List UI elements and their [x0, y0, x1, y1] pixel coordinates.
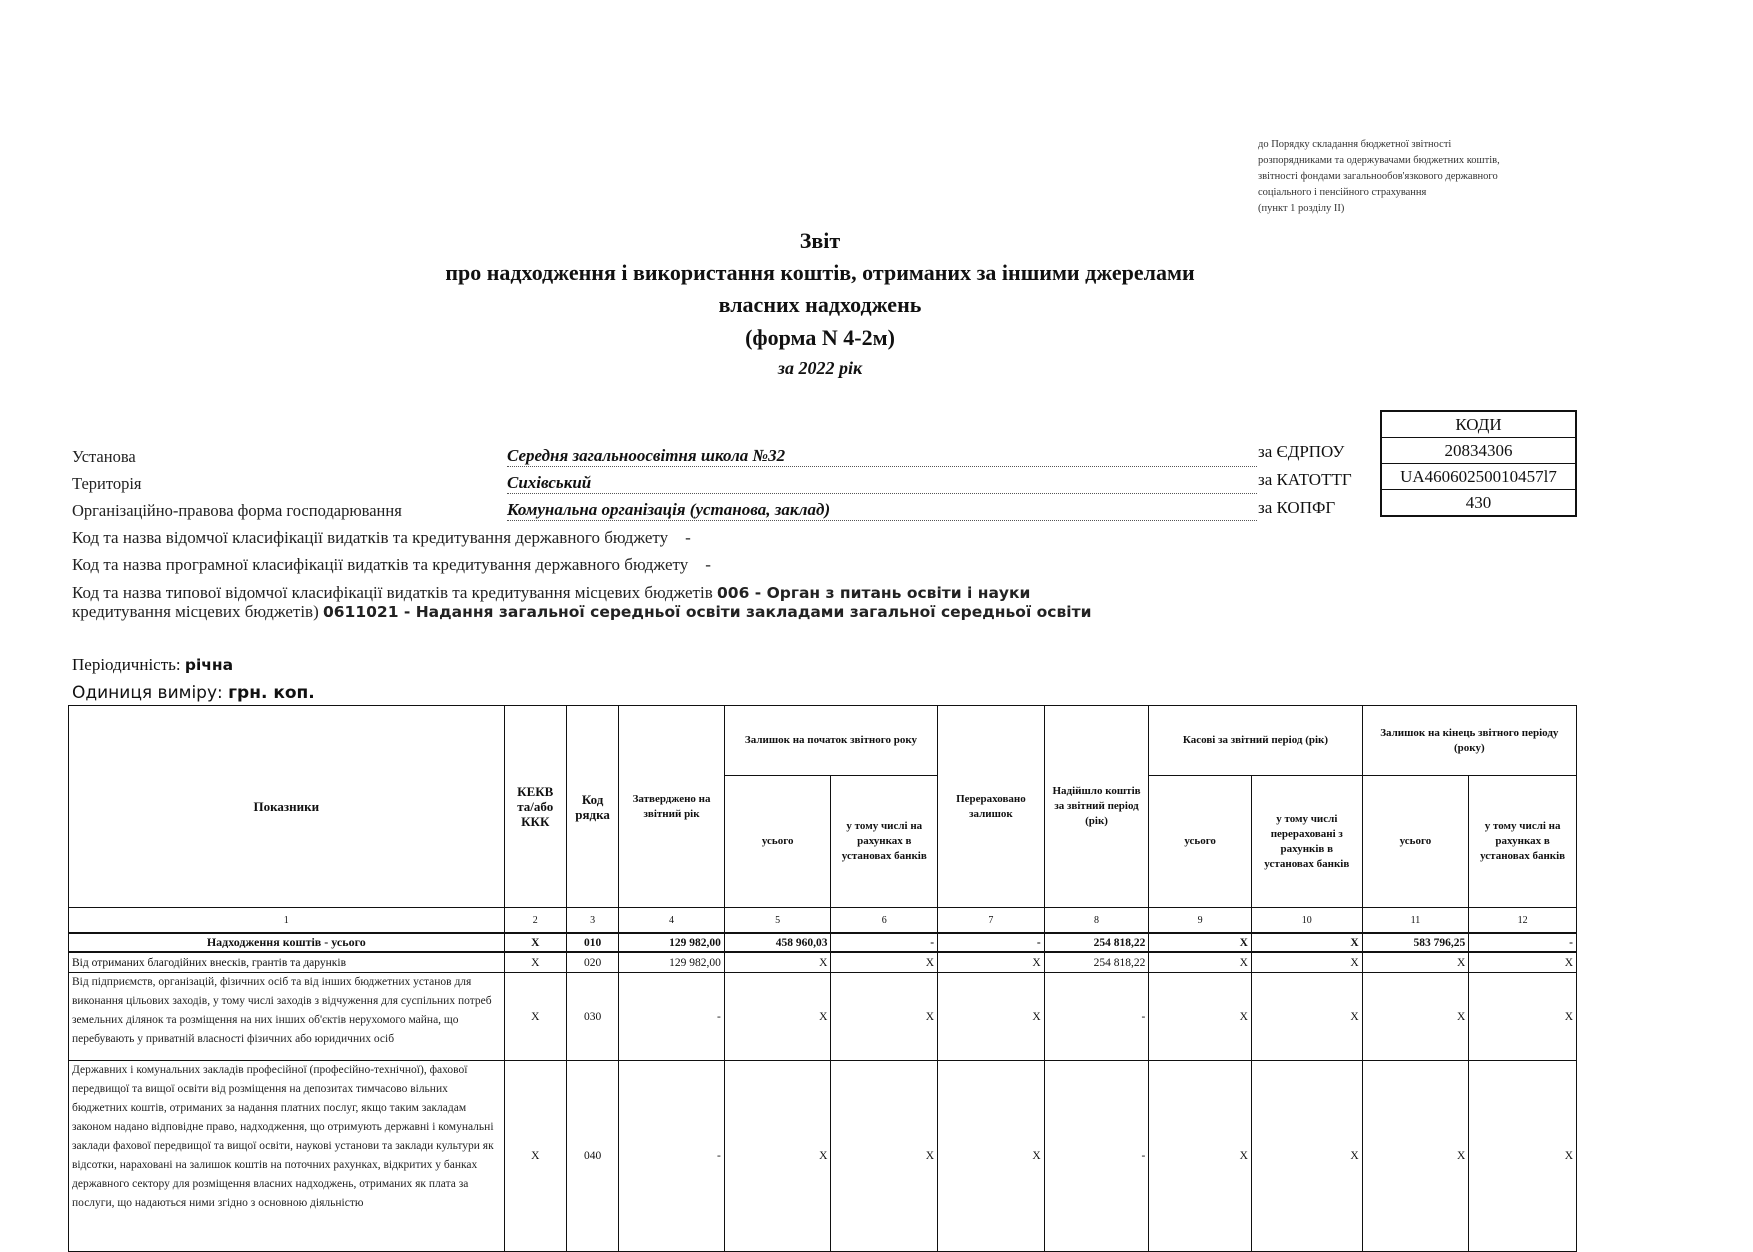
unit-line — [72, 683, 315, 703]
row-approved: - — [619, 973, 725, 1061]
col-num: 4 — [619, 908, 725, 934]
territory-value: Сихівський — [507, 473, 1257, 494]
row-transferred: X — [938, 1061, 1045, 1252]
col-num: 12 — [1469, 908, 1577, 934]
code-label-kopfg: за КОПФГ — [1258, 498, 1336, 517]
table-row-040 — [69, 1061, 1577, 1252]
code-value-katottg: UA46060250010457l7 — [1381, 464, 1576, 490]
row-start-total: 458 960,03 — [724, 933, 831, 952]
row-start-total: X — [724, 1061, 831, 1252]
institution-label: Установа — [72, 447, 136, 466]
note-line: звітності фондами загальнообов'язкового державного — [1258, 171, 1498, 182]
row-start-banks: X — [831, 973, 938, 1061]
report-table — [68, 705, 1577, 1252]
note-line: до Порядку складання бюджетної звітності — [1258, 139, 1452, 150]
header-balance-start: Залишок на початок звітного року — [724, 706, 937, 776]
row-approved: 129 982,00 — [619, 933, 725, 952]
row-cash-banks: X — [1251, 933, 1362, 952]
row-end-total: X — [1362, 952, 1469, 973]
header-transferred: Перераховано залишок — [938, 706, 1045, 908]
unit-value: грн. коп. — [228, 683, 315, 703]
codes-header: КОДИ — [1381, 411, 1576, 438]
header-balance-end-banks: у тому числі на рахунках в установах банків — [1469, 776, 1577, 908]
col-num: 2 — [504, 908, 566, 934]
row-code: 010 — [566, 933, 618, 952]
header-indicators: Показники — [69, 706, 505, 908]
col-num: 8 — [1044, 908, 1149, 934]
row-end-banks: X — [1469, 973, 1577, 1061]
header-row-code: Код рядка — [566, 706, 618, 908]
row-start-banks: - — [831, 933, 938, 952]
code-label-edrpou: за ЄДРПОУ — [1258, 442, 1345, 461]
row-cash-total: X — [1149, 933, 1252, 952]
col-num: 3 — [566, 908, 618, 934]
header-cash-banks: у тому числі перераховані з рахунків в установах банків — [1251, 776, 1362, 908]
periodicity-value: річна — [184, 656, 234, 674]
report-subtitle-cont: власних надходжень — [718, 292, 922, 317]
header-balance-start-total: усього — [724, 776, 831, 908]
row-start-banks: X — [831, 1061, 938, 1252]
typical-classification-value: 006 - Орган з питань освіти і науки — [717, 584, 1031, 602]
row-name: Надходження коштів - усього — [69, 933, 505, 952]
col-num: 7 — [938, 908, 1045, 934]
header-received: Надійшло коштів за звітний період (рік) — [1044, 706, 1149, 908]
org-form-value: Комунальна організація (установа, заклад) — [507, 500, 1257, 521]
row-start-banks: X — [831, 952, 938, 973]
row-start-total: X — [724, 952, 831, 973]
header-balance-start-banks: у тому числі на рахунках в установах банків — [831, 776, 938, 908]
col-num: 10 — [1251, 908, 1362, 934]
local-program-label: кредитування місцевих бюджетів) — [72, 602, 319, 621]
row-kekv: X — [504, 933, 566, 952]
row-kekv: X — [504, 952, 566, 973]
legal-reference-note — [1258, 137, 1500, 217]
local-program-line — [72, 602, 1091, 622]
row-cash-banks: X — [1251, 973, 1362, 1061]
row-code: 040 — [566, 1061, 618, 1252]
report-subtitle: про надходження і використання коштів, отриманих за іншими джерелами — [445, 260, 1195, 285]
typical-classification-line — [72, 583, 1030, 603]
row-start-total: X — [724, 973, 831, 1061]
periodicity-line — [72, 655, 233, 675]
note-line: (пункт 1 розділу II) — [1258, 203, 1345, 214]
row-cash-banks: X — [1251, 1061, 1362, 1252]
row-received: 254 818,22 — [1044, 952, 1149, 973]
code-label-katottg: за КАТОТТГ — [1258, 470, 1352, 489]
row-code: 030 — [566, 973, 618, 1061]
row-end-banks: X — [1469, 952, 1577, 973]
row-code: 020 — [566, 952, 618, 973]
col-num: 1 — [69, 908, 505, 934]
row-end-total: X — [1362, 973, 1469, 1061]
header-kekv: КЕКВ та/або ККК — [504, 706, 566, 908]
codes-labels — [1258, 438, 1352, 522]
row-approved: 129 982,00 — [619, 952, 725, 973]
col-num: 6 — [831, 908, 938, 934]
code-value-edrpou: 20834306 — [1381, 438, 1576, 464]
header-cash-total: усього — [1149, 776, 1252, 908]
form-number: (форма N 4-2м) — [745, 325, 895, 350]
row-transferred: X — [938, 973, 1045, 1061]
prog-classification-line — [72, 555, 711, 575]
unit-label: Одиниця виміру: — [72, 683, 223, 703]
prog-classification-value: - — [705, 555, 711, 574]
row-cash-total: X — [1149, 952, 1252, 973]
header-balance-end: Залишок на кінець звітного періоду (року) — [1362, 706, 1576, 776]
row-kekv: X — [504, 1061, 566, 1252]
typical-classification-label: Код та назва типової відомчої класифікації видатків та кредитування місцевих бюджетів — [72, 583, 713, 602]
dept-classification-label: Код та назва відомчої класифікації видатків та кредитування державного бюджету — [72, 528, 669, 547]
row-cash-total: X — [1149, 973, 1252, 1061]
row-end-total: 583 796,25 — [1362, 933, 1469, 952]
local-program-value: 0611021 - Надання загальної середньої освіти закладами загальної середньої освіти — [322, 603, 1092, 621]
report-period: за 2022 рік — [777, 358, 863, 378]
org-form-label: Організаційно-правова форма господарювання — [72, 501, 402, 520]
row-cash-banks: X — [1251, 952, 1362, 973]
dept-classification-line — [72, 528, 691, 548]
prog-classification-label: Код та назва програмної класифікації видатків та кредитування державного бюджету — [72, 555, 689, 574]
row-transferred: - — [938, 933, 1045, 952]
row-end-banks: - — [1469, 933, 1577, 952]
row-approved: - — [619, 1061, 725, 1252]
col-num: 9 — [1149, 908, 1252, 934]
report-title: Звіт — [799, 228, 841, 253]
row-transferred: X — [938, 952, 1045, 973]
header-balance-end-total: усього — [1362, 776, 1469, 908]
row-received: - — [1044, 1061, 1149, 1252]
periodicity-label: Періодичність: — [72, 655, 181, 674]
table-row-030 — [69, 973, 1577, 1061]
row-end-total: X — [1362, 1061, 1469, 1252]
institution-value: Середня загальноосвітня школа №32 — [507, 446, 1257, 467]
row-kekv: X — [504, 973, 566, 1061]
row-received: - — [1044, 973, 1149, 1061]
code-value-kopfg: 430 — [1381, 490, 1576, 517]
table-row-020 — [69, 952, 1577, 973]
column-number-row — [69, 908, 1577, 934]
row-received: 254 818,22 — [1044, 933, 1149, 952]
col-num: 5 — [724, 908, 831, 934]
header-cash: Касові за звітний період (рік) — [1149, 706, 1362, 776]
row-cash-total: X — [1149, 1061, 1252, 1252]
note-line: соціального і пенсійного страхування — [1258, 187, 1427, 198]
row-end-banks: X — [1469, 1061, 1577, 1252]
row-name: Від отриманих благодійних внесків, грантів та дарунків — [69, 952, 505, 973]
table-row-010 — [69, 933, 1577, 952]
header-approved: Затверджено на звітний рік — [619, 706, 725, 908]
note-line: розпорядниками та одержувачами бюджетних коштів, — [1258, 155, 1500, 166]
row-name: Від підприємств, організацій, фізичних осіб та від інших бюджетних установ для виконання цільових заходів, у тому числі заходів з відчуження для суспільних потреб земельних ділянок та розміщення на них інших об'єктів нерухомого майна, що перебувають у приватній власності фізичних або юридичних осіб — [72, 976, 492, 1045]
dept-classification-value: - — [685, 528, 691, 547]
codes-table — [1380, 410, 1577, 517]
row-name: Державних і комунальних закладів професійної (професійно-технічної), фахової передвищої та вищої освіти від розміщення на депозитах тимчасово вільних бюджетних коштів, отриманих за надання платних послуг, якщо таким закладам законом надано відповідне право, надходження, що отримують державні і комунальні заклади фахової передвищої та вищої освіти, наукові установи та заклади культури як відсотки, нараховані на залишок коштів на поточних рахунках, відкритих у банках державного сектору для розміщення власних надходжень, отриманих як плата за послуги, що надаються ними згідно з основною діяльністю — [72, 1064, 494, 1209]
col-num: 11 — [1362, 908, 1469, 934]
territory-label: Територія — [72, 474, 142, 493]
